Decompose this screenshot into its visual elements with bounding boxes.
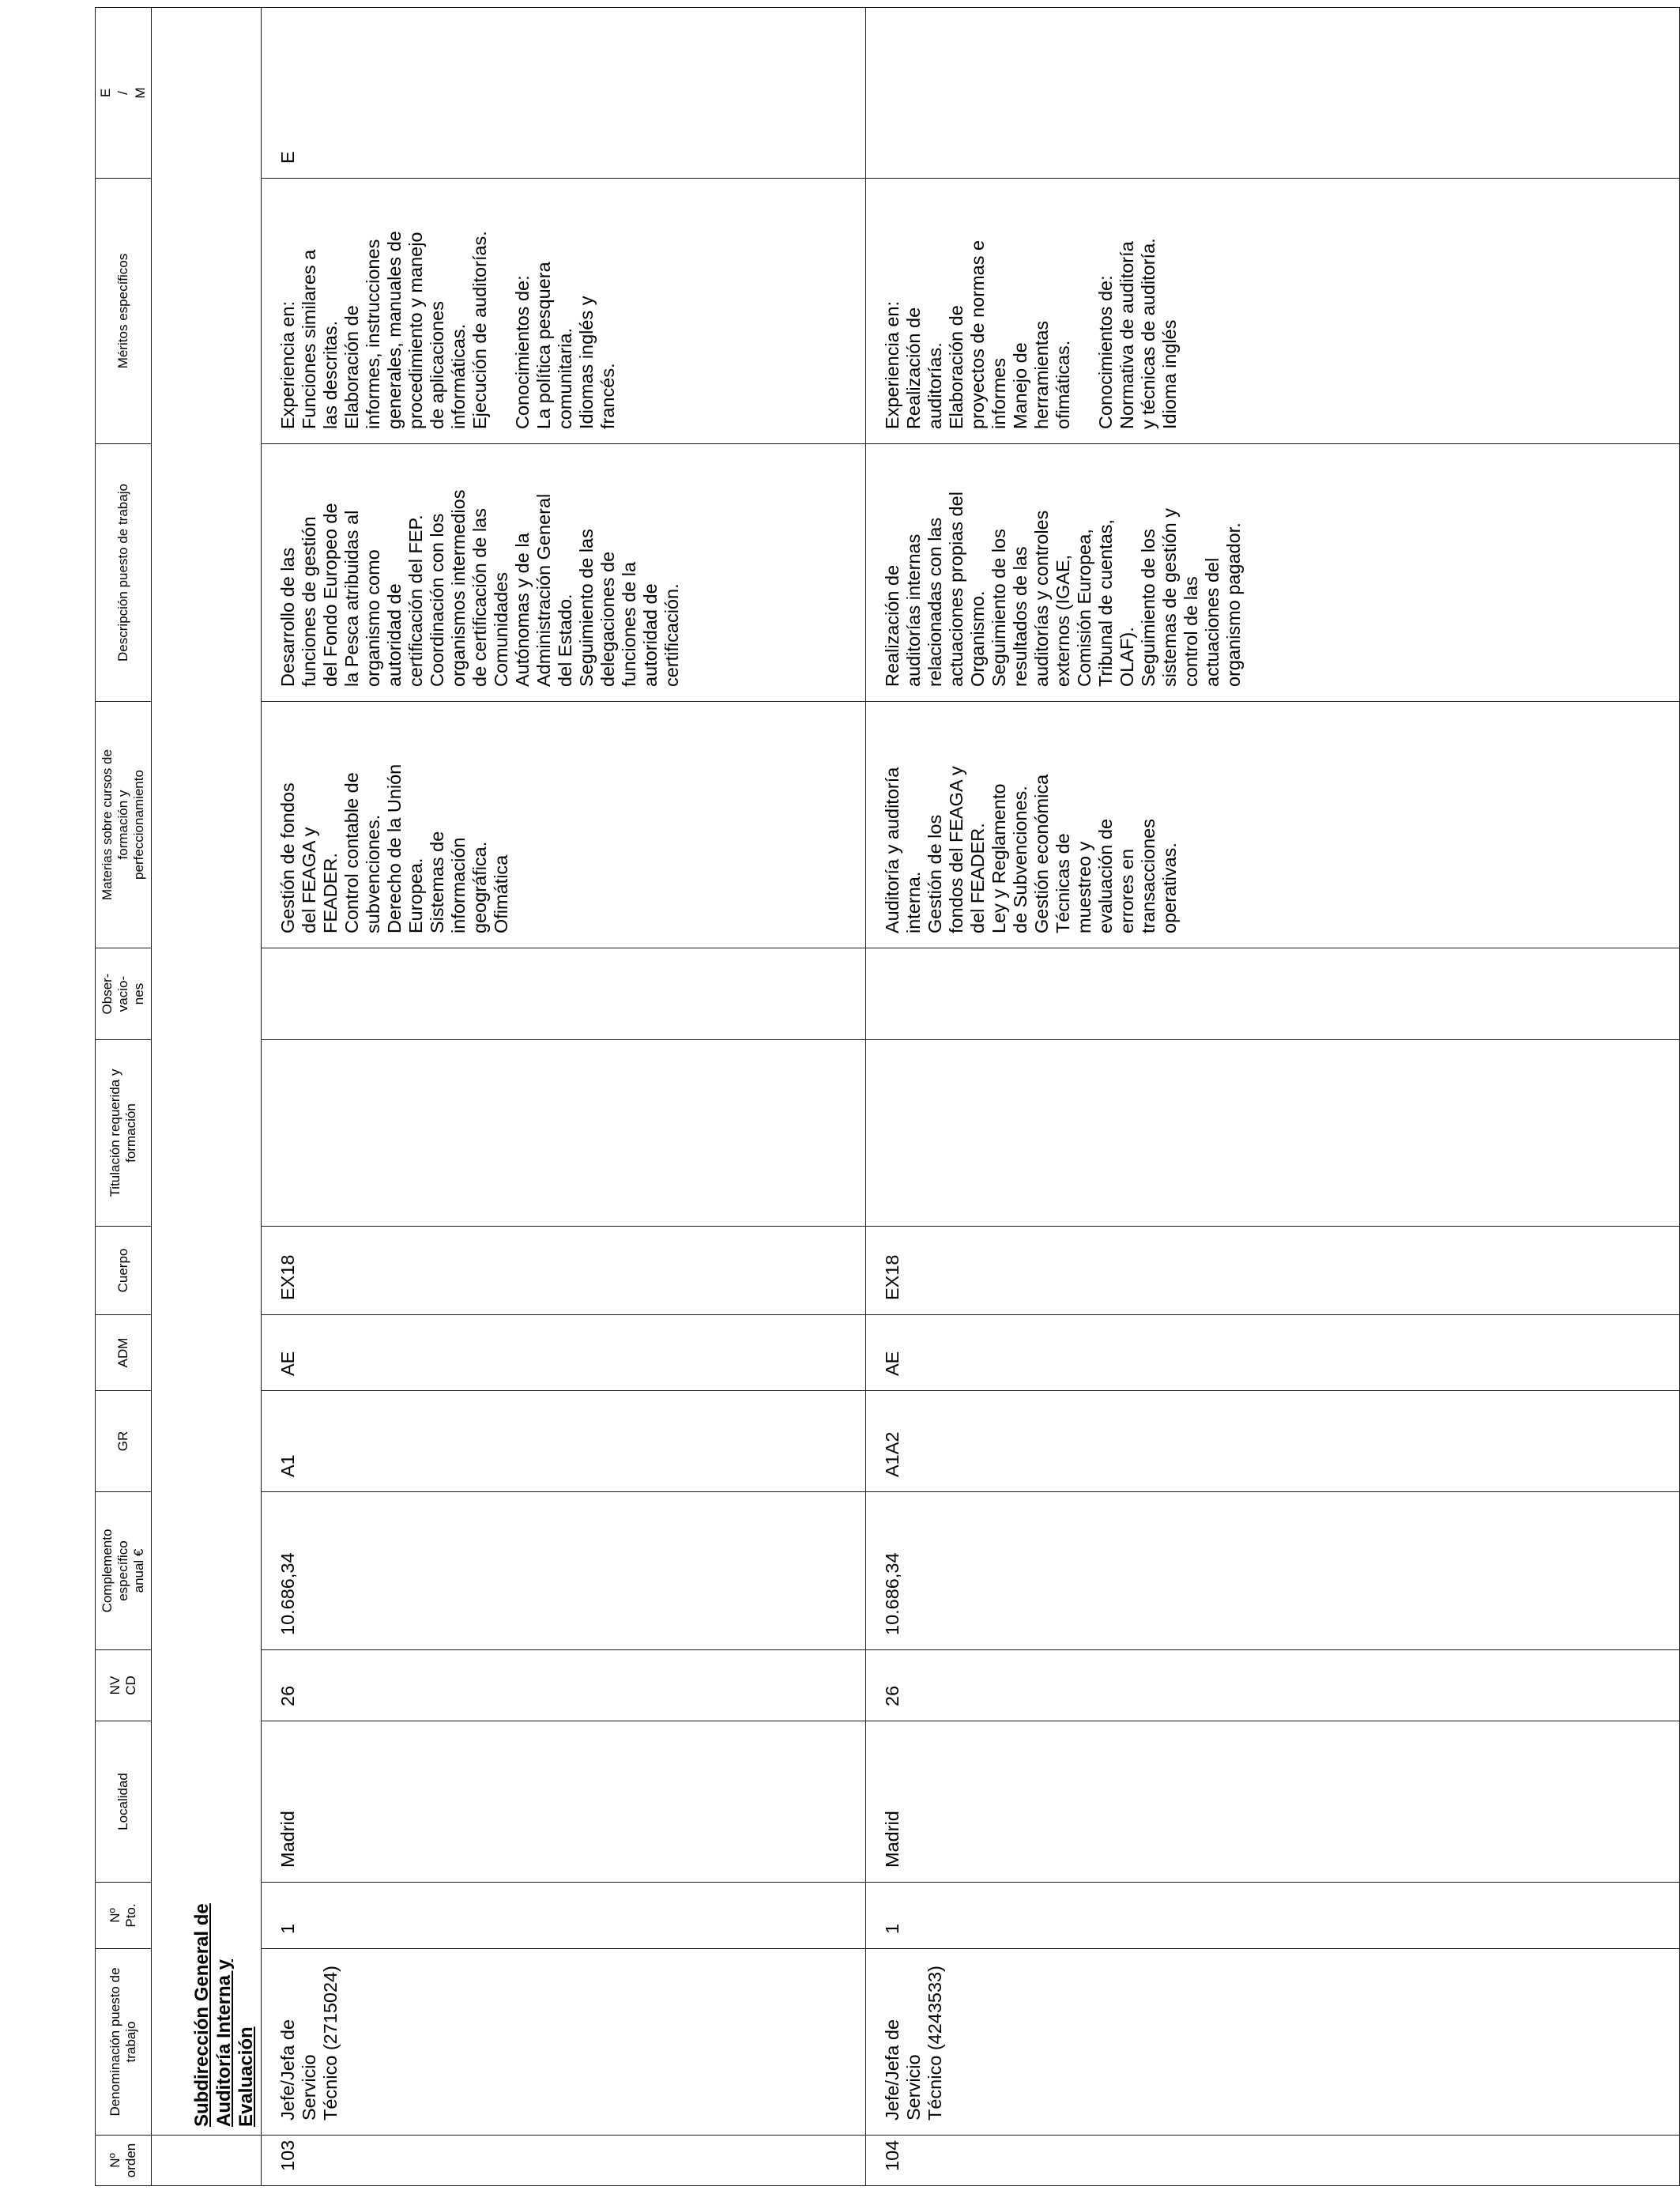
text-line: Funciones similares a [299, 249, 319, 429]
text-line: Técnico (2715024) [320, 1966, 341, 2120]
text-line: proyectos de normas e [967, 239, 988, 429]
text-line: Elaboración de [341, 305, 362, 429]
cell-cuerpo: EX18 [262, 1227, 866, 1315]
text-line: autoridad de [384, 583, 405, 687]
header-localidad: Localidad [96, 1721, 152, 1883]
text-line: Gestión de fondos [277, 782, 298, 933]
text-line: subvenciones. [363, 814, 383, 933]
cell-npto: 1 [866, 1883, 1680, 1949]
text-line: Realización de [903, 307, 924, 429]
text-line: Realización de [882, 564, 902, 687]
text-line: auditorías. [925, 342, 945, 429]
text-line: Europea. [405, 858, 426, 933]
cell-observaciones [262, 948, 866, 1040]
text-line: Comisión Europea, [1074, 529, 1094, 687]
section-row [152, 8, 262, 2186]
text-line: Seguimiento de las [576, 529, 597, 687]
header-npto: Nº Pto. [96, 1883, 152, 1949]
header-orden: Nº orden [96, 2136, 152, 2186]
cell-gr: A1A2 [866, 1391, 1680, 1492]
text-line: actuaciones propias del [946, 492, 966, 687]
text-line: Seguimiento de los [989, 529, 1009, 687]
cell-titulacion [262, 1040, 866, 1227]
cell-em: E [262, 8, 866, 179]
text-line: la Pesca atribuidas al [341, 510, 362, 687]
text-line: Administración General [533, 493, 554, 687]
text-line: Experiencia en: [277, 301, 298, 429]
text-line: Organismo. [967, 590, 988, 687]
text-line: relacionadas con las [925, 517, 945, 687]
cell-complemento: 10.686,34 [262, 1492, 866, 1650]
text-line: procedimiento y manejo [405, 232, 426, 429]
text-line: Experiencia en: [882, 301, 902, 429]
header-meritos: Méritos específicos [96, 179, 152, 444]
text-line: Idiomas inglés y [576, 296, 597, 429]
text-line: actuaciones del [1202, 557, 1222, 687]
text-line: funciones de la [619, 561, 639, 687]
text-line: informes [989, 357, 1009, 429]
text-line: Conocimientos de: [1095, 275, 1116, 429]
cell-gr: A1 [262, 1391, 866, 1492]
text-line: Coordinación con los [427, 513, 447, 687]
text-line: control de las [1181, 576, 1201, 687]
spacer [1074, 185, 1095, 429]
header-observaciones: Obser- vacio- nes [96, 948, 152, 1040]
cell-orden: 103 [262, 2136, 866, 2186]
cell-npto: 1 [262, 1883, 866, 1949]
text-line: Control contable de [341, 772, 362, 933]
text-line: Técnicas de [1053, 833, 1073, 933]
text-line: del Fondo Europeo de [320, 503, 341, 687]
text-line: Gestión de los [925, 814, 945, 933]
text-line: Seguimiento de los [1138, 529, 1158, 687]
text-line: Comunidades [491, 571, 511, 687]
section-cell-orden [152, 2136, 262, 2186]
text-line: información [448, 837, 469, 933]
text-line: del FEAGA y [299, 827, 319, 933]
text-line: delegaciones de [597, 551, 618, 687]
text-line: autoridad de [640, 583, 661, 687]
text-line: Idioma inglés [1159, 319, 1180, 429]
text-line: de certificación de las [469, 508, 490, 687]
cell-localidad: Madrid [262, 1721, 866, 1883]
section-title-cell [152, 8, 262, 2136]
cell-meritos [262, 179, 866, 444]
text-line: transacciones [1138, 819, 1158, 933]
text-line: FEADER. [320, 853, 341, 933]
text-line: Jefe/Jefa de Servicio [277, 2019, 319, 2120]
text-line: del Estado. [555, 594, 575, 687]
header-descripcion: Descripción puesto de trabajo [96, 444, 152, 702]
text-line: resultados de las [1010, 546, 1030, 687]
text-line: sistemas de gestión y [1159, 508, 1180, 687]
cell-em [866, 8, 1680, 179]
cell-materias [866, 702, 1680, 948]
cell-titulacion [866, 1040, 1680, 1227]
cell-adm: AE [262, 1315, 866, 1391]
text-line: Técnico (4243533) [925, 1966, 945, 2120]
header-materias: Materias sobre cursos de formación y perfeccionamiento [96, 702, 152, 948]
text-line: Manejo de [1010, 342, 1030, 429]
cell-complemento: 10.686,34 [866, 1492, 1680, 1650]
text-line: y técnicas de auditoría. [1138, 238, 1158, 429]
header-cuerpo: Cuerpo [96, 1227, 152, 1315]
header-adm: ADM [96, 1315, 152, 1391]
job-positions-table [95, 7, 1680, 2186]
text-line: generales, manuales de [384, 231, 405, 429]
text-line: Gestión económica [1031, 774, 1052, 933]
cell-meritos [866, 179, 1680, 444]
header-nvcd: NV CD [96, 1650, 152, 1721]
text-line: muestreo y [1074, 841, 1094, 933]
spacer [491, 185, 512, 429]
text-line: organismo pagador. [1223, 522, 1244, 687]
cell-observaciones [866, 948, 1680, 1040]
section-title: Subdirección General de Auditoría Interna y Evaluación [191, 1903, 257, 2127]
text-line: Derecho de la Unión [384, 763, 405, 933]
text-line: informes, instrucciones [363, 239, 383, 429]
cell-orden: 104 [866, 2136, 1680, 2186]
text-line: Tribunal de cuentas, [1095, 518, 1116, 687]
text-line: Ofimática [491, 854, 511, 933]
text-line: organismos intermedios [448, 489, 469, 687]
table-row [262, 8, 866, 2186]
text-line: francés. [597, 363, 618, 429]
text-line: geográfica. [469, 841, 490, 933]
header-row [96, 8, 152, 2186]
header-em: E / M [96, 8, 152, 179]
text-line: funciones de gestión [299, 516, 319, 687]
text-line: auditorías internas [903, 533, 924, 687]
text-line: Conocimientos de: [512, 275, 533, 429]
text-line: OLAF). [1117, 627, 1137, 687]
text-line: del FEADER. [967, 823, 988, 933]
header-titulacion: Titulación requerida y formación [96, 1040, 152, 1227]
text-line: Ley y Reglamento [989, 783, 1009, 933]
text-line: auditorías y controles [1031, 510, 1052, 687]
cell-nvcd: 26 [262, 1650, 866, 1721]
header-denominacion: Denominación puesto de trabajo [96, 1949, 152, 2136]
table-row [866, 8, 1680, 2186]
cell-nvcd: 26 [866, 1650, 1680, 1721]
text-line: operativas. [1159, 843, 1180, 933]
cell-localidad: Madrid [866, 1721, 1680, 1883]
text-line: organismo como [363, 549, 383, 687]
header-gr: GR [96, 1391, 152, 1492]
text-line: Jefe/Jefa de Servicio [882, 2019, 924, 2120]
text-line: Auditoría y auditoría [882, 767, 902, 933]
text-line: Ejecución de auditorías. [469, 231, 490, 429]
cell-descripcion [866, 444, 1680, 702]
text-line: Desarrollo de las [277, 547, 298, 687]
text-line: La política pesquera [533, 262, 554, 429]
cell-denominacion [262, 1949, 866, 2136]
text-line: las descritas. [320, 320, 341, 429]
cell-cuerpo: EX18 [866, 1227, 1680, 1315]
text-line: de Subvenciones. [1010, 786, 1030, 933]
text-line: fondos del FEAGA y [946, 766, 966, 933]
text-line: de aplicaciones [427, 301, 447, 429]
text-line: herramientas [1031, 320, 1052, 429]
text-line: Normativa de auditoría [1117, 241, 1137, 429]
text-line: evaluación de [1095, 818, 1116, 933]
text-line: Autónomas y de la [512, 533, 533, 687]
text-line: certificación. [661, 583, 682, 687]
text-line: ofimáticas. [1053, 340, 1073, 429]
text-line: certificación del FEP. [405, 515, 426, 687]
text-line: Elaboración de [946, 305, 966, 429]
text-line: comunitaria. [555, 328, 575, 429]
text-line: informáticas. [448, 323, 469, 429]
cell-descripcion [262, 444, 866, 702]
text-line: Sistemas de [427, 831, 447, 933]
cell-materias [262, 702, 866, 948]
cell-denominacion [866, 1949, 1680, 2136]
text-line: externos (IGAE, [1053, 554, 1073, 687]
header-complemento: Complemento específico anual € [96, 1492, 152, 1650]
cell-adm: AE [866, 1315, 1680, 1391]
text-line: errores en [1117, 848, 1137, 933]
text-line: interna. [903, 871, 924, 933]
